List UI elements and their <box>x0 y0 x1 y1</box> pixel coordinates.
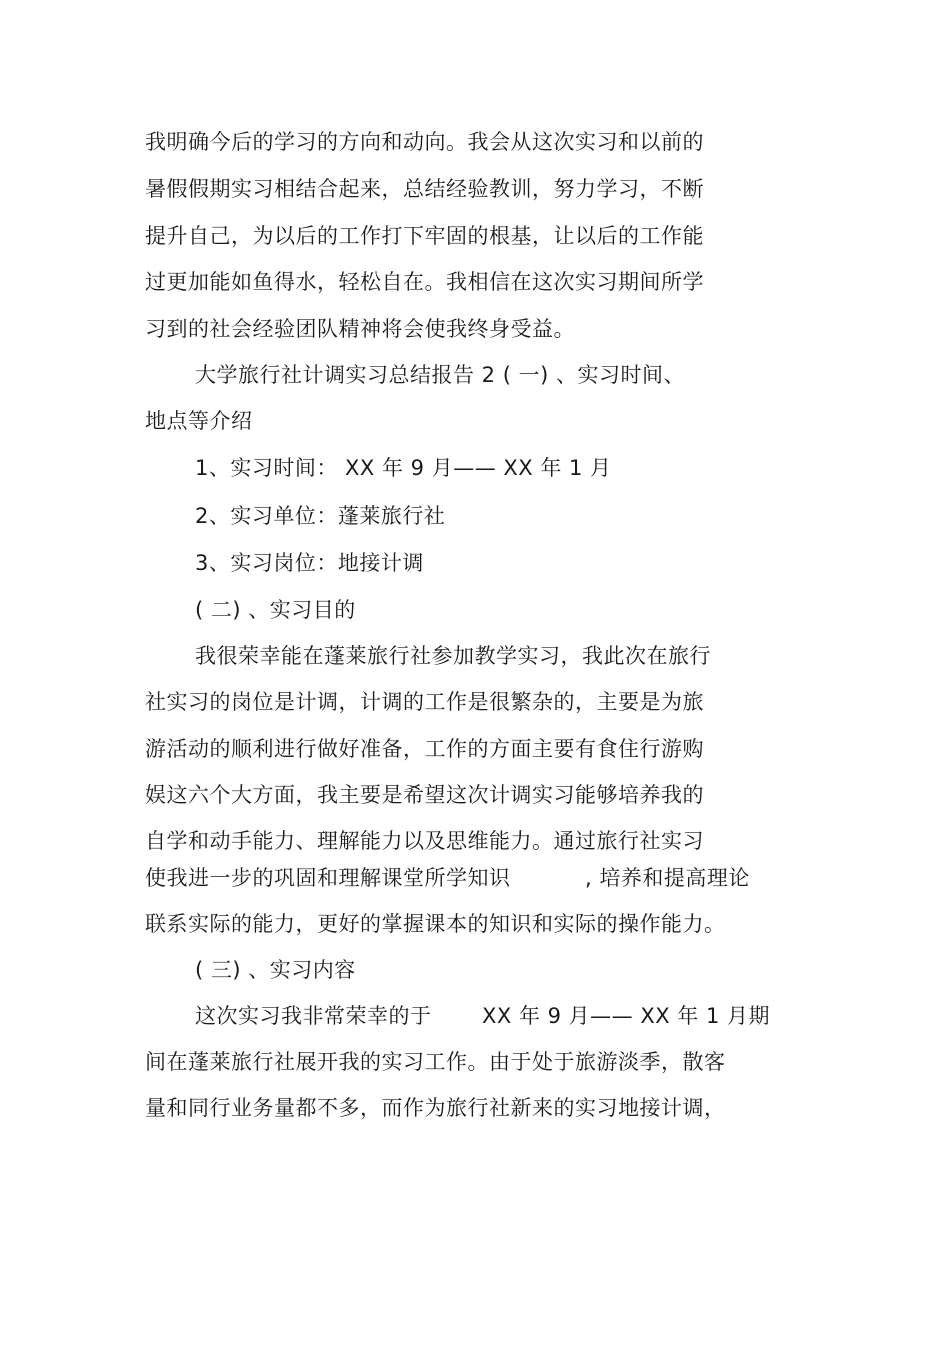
subsection-heading: ( 二) 、实习目的 <box>195 598 356 622</box>
body-text-line: 游活动的顺利进行做好准备，工作的方面主要有食住行游购 <box>145 737 704 761</box>
body-text-line: 娱这六个大方面，我主要是希望这次计调实习能够培养我的 <box>145 783 704 807</box>
body-text-line: , 培养和提高理论 <box>585 866 750 890</box>
body-text-line: 量和同行业务量都不多，而作为旅行社新来的实习地接计调， <box>145 1096 726 1120</box>
body-text-line: 使我进一步的巩固和理解课堂所学知识 <box>145 866 511 890</box>
list-item-unit: 2、实习单位：蓬莱旅行社 <box>195 504 446 528</box>
body-text-line: 暑假假期实习相结合起来，总结经验教训，努力学习，不断 <box>145 177 704 201</box>
body-text-line: 联系实际的能力，更好的掌握课本的知识和实际的操作能力。 <box>145 912 726 936</box>
body-text-line: 我很荣幸能在蓬莱旅行社参加教学实习，我此次在旅行 <box>195 644 711 668</box>
body-text-line: 自学和动手能力、理解能力以及思维能力。通过旅行社实习 <box>145 829 704 853</box>
list-item-time: 1、实习时间： XX 年 9 月—— XX 年 1 月 <box>195 456 612 480</box>
body-text-line: 这次实习我非常荣幸的于 <box>195 1004 432 1028</box>
body-text-line: 我明确今后的学习的方向和动向。我会从这次实习和以前的 <box>145 130 704 154</box>
body-text-line: XX 年 9 月—— XX 年 1 月期 <box>482 1004 770 1028</box>
section-heading-continued: 地点等介绍 <box>145 409 253 433</box>
body-text-line: 习到的社会经验团队精神将会使我终身受益。 <box>145 317 575 341</box>
section-heading: 大学旅行社计调实习总结报告 2 ( 一) 、实习时间、 <box>195 363 685 387</box>
list-item-position: 3、实习岗位：地接计调 <box>195 551 424 575</box>
body-text-line: 过更加能如鱼得水，轻松自在。我相信在这次实习期间所学 <box>145 270 704 294</box>
subsection-heading: ( 三) 、实习内容 <box>195 958 356 982</box>
body-text-line: 提升自己，为以后的工作打下牢固的根基，让以后的工作能 <box>145 224 704 248</box>
body-text-line: 间在蓬莱旅行社展开我的实习工作。由于处于旅游淡季，散客 <box>145 1050 726 1074</box>
body-text-line: 社实习的岗位是计调，计调的工作是很繁杂的，主要是为旅 <box>145 690 704 714</box>
